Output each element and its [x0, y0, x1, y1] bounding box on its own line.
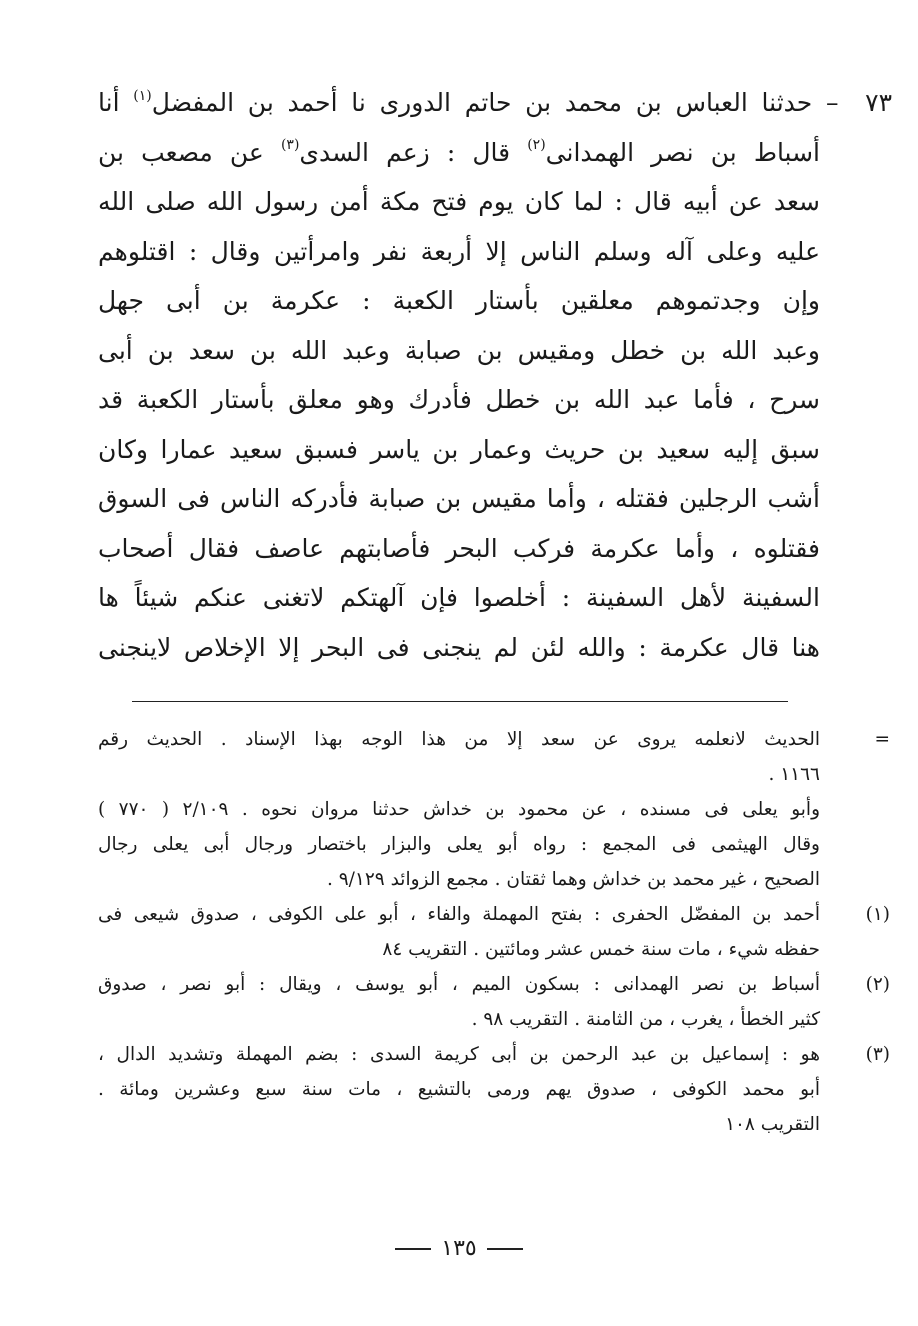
hadith-line-6: وعبد الله بن خطل ومقيس بن صبابة وعبد الله بن سعد بن أبى [98, 335, 820, 365]
hadith-line-3: سعد عن أبيه قال : لما كان يوم فتح مكة أمن رسول الله صلى الله [98, 187, 820, 216]
footnote-line: أبو محمد الكوفى ، صدوق يهم ورمى بالتشيع ، مات سنة سبع وعشرين ومائة . [98, 1079, 820, 1100]
page-number-dash [395, 1248, 431, 1250]
hadith-line-11: السفينة لأهل السفينة : أخلصوا فإن آلهتكم لاتغنى عنكم شيئاً ها [98, 583, 820, 612]
hadith-text-segment: عن مصعب بن [98, 137, 264, 167]
continuation-marker: = [874, 729, 890, 750]
footnote-line: ١١٦٦ . [768, 764, 820, 785]
footnote-line: أسباط بن نصر الهمدانى : بسكون الميم ، أبو يوسف ، ويقال : أبو نصر ، صدوق [98, 974, 820, 995]
footnote-ref-3[interactable]: (٣) [280, 137, 300, 154]
footnotes [98, 722, 890, 1142]
hadith-line-10: فقتلوه ، وأما عكرمة فركب البحر فأصابتهم عاصف فقال أصحاب [98, 533, 820, 563]
hadith-line-12: هنا قال عكرمة : والله لئن لم ينجنى فى البحر إلا الإخلاص لاينجنى [98, 632, 820, 662]
footnote-line: الصحيح ، غير محمد بن خداش وهما ثقتان . مجمع الزوائد ٩/١٢٩ . [326, 869, 820, 890]
hadith-line-1 [98, 78, 892, 128]
footnote-3-marker: (٣) [865, 1044, 890, 1065]
footnote-line: هو : إسماعيل بن عبد الرحمن بن أبى كريمة السدى : بضم المهملة وتشديد الدال ، [98, 1044, 820, 1065]
footnote-line: وأبو يعلى فى مسنده ، عن محمود بن خداش حدثنا مروان نحوه . ٢/١٠٩ ( ٧٧٠ ) [98, 799, 821, 820]
footnote-line: أحمد بن المفضّل الحفرى : بفتح المهملة والفاء ، أبو على الكوفى ، صدوق شيعى فى [98, 904, 820, 925]
footnote-ref-2[interactable]: (٢) [527, 137, 546, 154]
hadith-text-segment: أنا [98, 88, 120, 117]
hadith-line-8: سبق إليه سعيد بن حريث وعمار بن ياسر فسبق سعيد عمارا وكان [98, 434, 820, 464]
footnote-line: حفظه شيء ، مات سنة خمس عشر ومائتين . التقريب ٨٤ [382, 939, 820, 960]
hadith-line-4: عليه وعلى آله وسلم الناس إلا أربعة نفر وامرأتين وقال : اقتلوهم [98, 236, 820, 266]
footnote-separator [132, 701, 788, 702]
footnote-continuation [98, 722, 890, 897]
hadith-text-segment: أسباط بن نصر الهمدانى [545, 137, 820, 167]
hadith-number: ٧٣ – [826, 88, 893, 117]
footnote-line: وقال الهيثمى فى المجمع : رواه أبو يعلى والبزار باختصار ورجال أبى يعلى رجال [98, 834, 820, 855]
hadith-line-5: وإن وجدتموهم معلقين بأستار الكعبة : عكرمة بن أبى جهل [98, 286, 820, 315]
hadith-text [98, 78, 893, 672]
page-number [0, 1236, 918, 1261]
hadith-text-segment: قال : زعم السدى [299, 137, 511, 167]
footnote-ref-1[interactable]: (١) [133, 87, 152, 104]
footnote-1 [98, 897, 890, 967]
footnote-1-marker: (١) [865, 904, 890, 925]
page-number-value: ١٣٥ [441, 1236, 477, 1261]
page-number-dash [487, 1248, 523, 1250]
hadith-line-7: سرح ، فأما عبد الله بن خطل فأدرك وهو معلق بأستار الكعبة قد [98, 385, 820, 414]
footnote-3 [98, 1037, 890, 1142]
footnote-line: الحديث لانعلمه يروى عن سعد إلا من هذا الوجه بهذا الإسناد . الحديث رقم [98, 729, 820, 750]
hadith-line-2 [98, 128, 820, 178]
hadith-text-segment: حدثنا العباس بن محمد بن حاتم الدورى نا أحمد بن المفضل [151, 88, 813, 117]
footnote-line: التقريب ١٠٨ [725, 1114, 820, 1135]
hadith-line-9: أشب الرجلين فقتله ، وأما مقيس بن صبابة فأدركه الناس فى السوق [98, 484, 820, 513]
footnote-line: كثير الخطأ ، يغرب ، من الثامنة . التقريب ٩٨ . [471, 1009, 820, 1030]
footnote-2-marker: (٢) [865, 974, 890, 995]
footnote-2 [98, 967, 890, 1037]
